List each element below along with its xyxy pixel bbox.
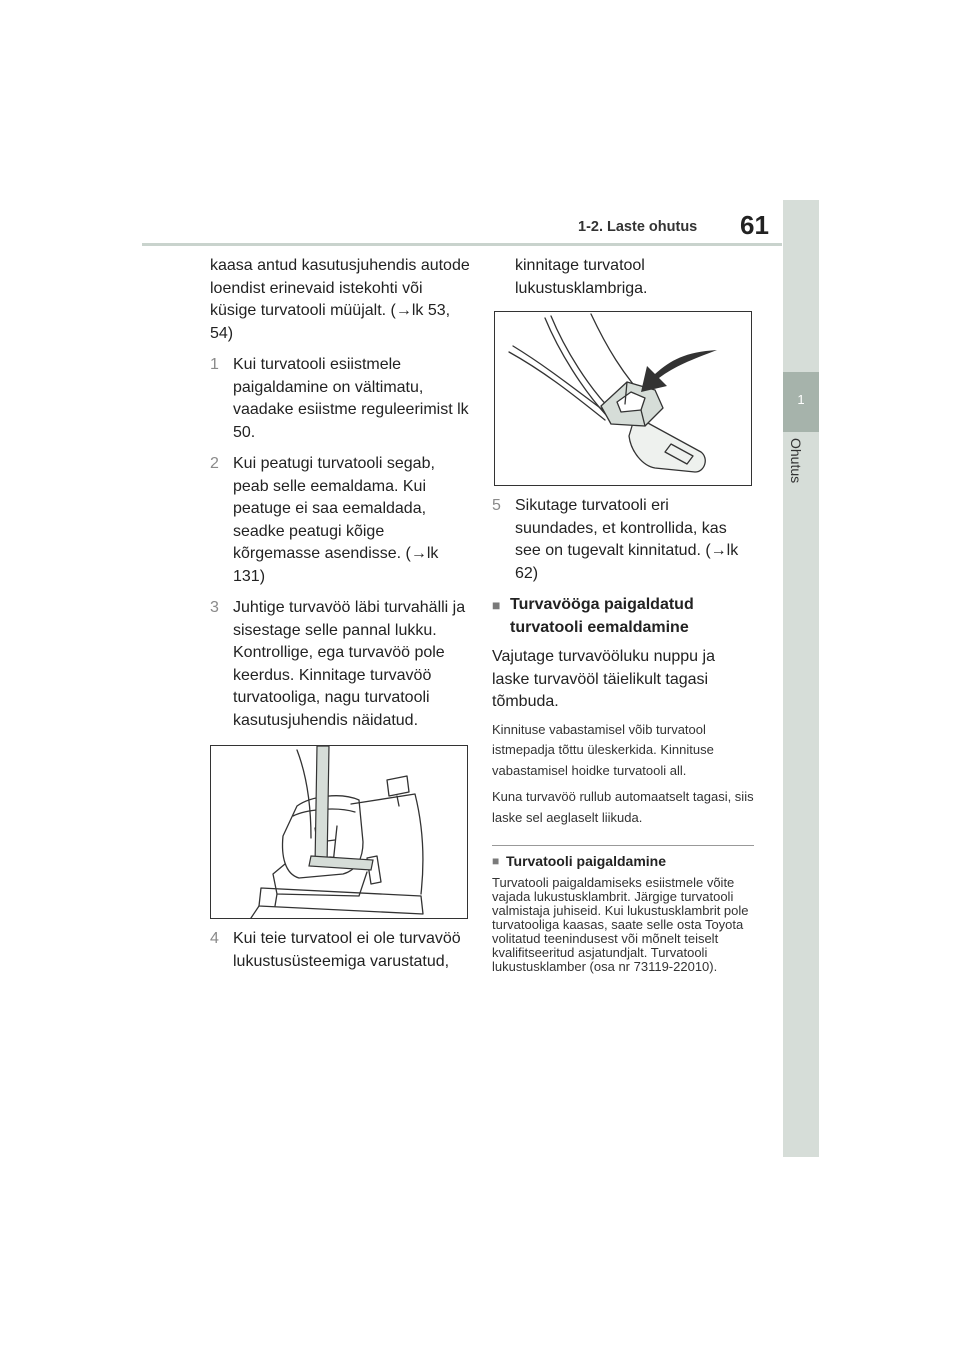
- step-4-continuation: kinnitage turvatool lukustusklambriga.: [515, 257, 648, 297]
- chapter-tab-number: 1: [797, 392, 805, 407]
- subsection-heading: [492, 594, 754, 639]
- step-number: 3: [210, 599, 219, 616]
- square-bullet-icon: ■: [492, 854, 500, 868]
- right-column: [492, 255, 754, 974]
- step-4: [210, 928, 470, 973]
- step-text: Kui teie turvatool ei ole turvavöö lukustusüsteemiga varustatud,: [233, 930, 461, 970]
- child-seat-icon: [211, 746, 467, 918]
- left-column: [210, 255, 470, 973]
- step-text: Sikutage turvatooli eri suundades, et kontrollida, kas see on tugevalt kinnitatud. (→lk 62): [515, 497, 739, 582]
- note-heading: [492, 850, 754, 873]
- header-divider: [142, 243, 782, 246]
- page-number: 61: [740, 210, 769, 240]
- step-number: 4: [210, 930, 219, 947]
- step-1: [210, 354, 470, 444]
- caution-note-2: Kuna turvavöö rullub automaatselt tagasi, siis laske sel aeglaselt liikuda.: [492, 789, 754, 825]
- step-number: 5: [492, 497, 501, 514]
- step-number: 2: [210, 455, 219, 472]
- subsection-title: Turvavööga paigaldatud turvatooli eemaldamine: [510, 596, 694, 636]
- note-body: Turvatooli paigaldamiseks esiistmele võite vajada lukustusklambrit. Järgige turvatooli valmistaja juhiseid. Kui lukustusklambrit pole turvatooliga kaasas, saate selle osta Toyota volitatud teenindusest või mõnelt teiselt kvalifitseeritud asjatundjalt. Turvatooli lukustusklamber (osa nr 73119-22010).: [492, 874, 749, 974]
- note-divider: [492, 845, 754, 846]
- section-title: 1-2. Laste ohutus: [578, 219, 698, 235]
- step-text: Juhtige turvavöö läbi turvahälli ja sisestage selle pannal lukku. Kontrollige, ega turvavöö pole keerdus. Kinnitage turvavöö turvatooliga, nagu turvatooli kasutusjuhendis näidatud.: [233, 599, 466, 729]
- note-title: Turvatooli paigaldamine: [506, 853, 666, 869]
- chapter-tab-label: Ohutus: [788, 438, 804, 484]
- locking-clip-illustration: [494, 311, 752, 486]
- intro-paragraph: kaasa antud kasutusjuhendis autode loendist erinevaid istekohti või küsige turvatooli müüjalt. (→lk 53, 54): [210, 257, 470, 342]
- chapter-tab-column: [783, 200, 819, 1157]
- square-bullet-icon: ■: [492, 597, 501, 613]
- locking-clip-icon: [495, 312, 751, 485]
- step-text: Kui peatugi turvatooli segab, peab selle eemaldama. Kui peatuge ei saa eemaldada, seadke peatugi kõige kõrgemasse asendisse. (→lk 131): [233, 455, 439, 585]
- child-seat-illustration: [210, 745, 468, 919]
- step-3: [210, 597, 470, 732]
- subsection-body: Vajutage turvavööluku nuppu ja laske turvavööl täielikult tagasi tõmbuda.: [492, 648, 715, 710]
- step-number: 1: [210, 356, 219, 373]
- step-5: [492, 495, 754, 585]
- step-text: Kui turvatooli esiistmele paigaldamine on vältimatu, vaadake esiistme reguleerimist lk 50.: [233, 356, 469, 441]
- caution-note-1: Kinnituse vabastamisel võib turvatool istmepadja tõttu üleskerkida. Kinnituse vabastamisel hoidke turvatooli all.: [492, 721, 714, 778]
- step-2: [210, 453, 470, 588]
